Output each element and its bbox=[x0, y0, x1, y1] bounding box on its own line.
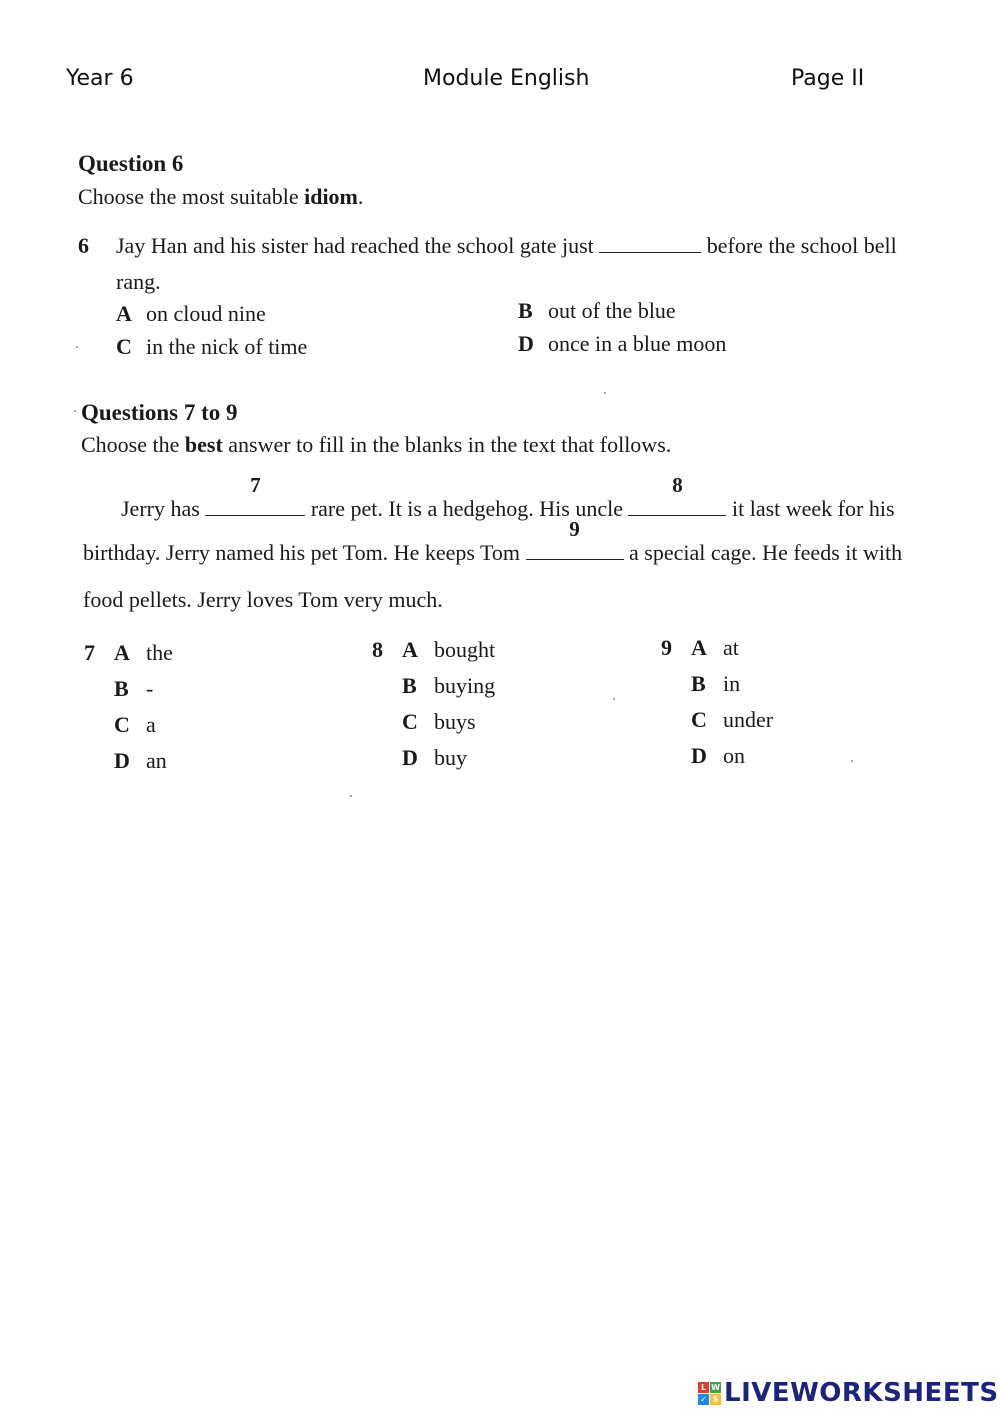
passage-line-1 bbox=[121, 473, 895, 522]
option-letter: D bbox=[518, 331, 534, 356]
logo-square: ✓ bbox=[698, 1394, 709, 1405]
logo-square: S bbox=[710, 1394, 721, 1405]
scan-speck bbox=[851, 760, 853, 762]
option-7B[interactable] bbox=[84, 671, 173, 707]
option-text: once in a blue moon bbox=[548, 331, 727, 356]
option-text: under bbox=[723, 707, 774, 732]
option-text: in the nick of time bbox=[146, 334, 308, 359]
instruction-bold: best bbox=[184, 432, 223, 457]
option-7A[interactable] bbox=[84, 635, 173, 671]
option-text: on bbox=[723, 743, 745, 768]
option-letter: B bbox=[402, 673, 417, 698]
blank-8[interactable] bbox=[628, 473, 726, 516]
option-letter: A bbox=[691, 635, 707, 660]
instruction-text: Choose the bbox=[81, 432, 185, 457]
option-text: a bbox=[146, 712, 156, 737]
option-text: - bbox=[146, 676, 154, 701]
option-letter: A bbox=[116, 301, 132, 326]
passage-text: a special cage. He feeds it with bbox=[629, 540, 903, 565]
header-page: Page II bbox=[791, 66, 865, 91]
blank-7[interactable] bbox=[205, 473, 305, 516]
option-letter: B bbox=[114, 676, 129, 701]
header-module: Module English bbox=[423, 66, 590, 91]
question-number: 7 bbox=[84, 640, 95, 665]
option-text: in bbox=[723, 671, 741, 696]
questions-7-9-instruction bbox=[81, 432, 671, 458]
questions-7-9-title: Questions 7 to 9 bbox=[81, 400, 238, 425]
option-text: buy bbox=[434, 745, 467, 770]
scan-speck bbox=[613, 698, 615, 700]
option-letter: C bbox=[691, 707, 707, 732]
logo-square: W bbox=[711, 1382, 720, 1392]
passage-text: birthday. Jerry named his pet Tom. He keeps Tom bbox=[83, 540, 521, 565]
question-number: 9 bbox=[661, 635, 672, 660]
answer-group-9 bbox=[661, 630, 773, 774]
passage-text: it last week for his bbox=[731, 496, 895, 521]
blank-number: 7 bbox=[250, 473, 261, 497]
answer-group-8 bbox=[372, 632, 495, 776]
blank-number: 9 bbox=[569, 517, 580, 541]
option-9A[interactable] bbox=[661, 630, 773, 666]
option-8C[interactable] bbox=[372, 704, 495, 740]
scan-speck bbox=[74, 410, 76, 412]
passage-line-3: food pellets. Jerry loves Tom very much. bbox=[83, 587, 443, 612]
option-9D[interactable] bbox=[661, 738, 773, 774]
passage-text: rare pet. It is a hedgehog. His uncle bbox=[310, 496, 623, 521]
question-6-stem-line2: rang. bbox=[116, 269, 161, 294]
option-text: out of the blue bbox=[548, 298, 676, 323]
option-text: on cloud nine bbox=[146, 301, 266, 326]
option-letter: D bbox=[114, 748, 130, 773]
option-9B[interactable] bbox=[661, 666, 773, 702]
option-text: bought bbox=[434, 637, 496, 662]
stem-text: Jay Han and his sister had reached the school gate just bbox=[116, 233, 594, 258]
liveworksheets-brand: LIVEWORKSHEETS bbox=[724, 1378, 999, 1408]
option-9C[interactable] bbox=[661, 702, 773, 738]
logo-square: L bbox=[698, 1382, 709, 1393]
option-text: buying bbox=[434, 673, 496, 698]
liveworksheets-logo bbox=[698, 1378, 999, 1408]
blank-9[interactable] bbox=[526, 517, 624, 560]
option-8A[interactable] bbox=[372, 632, 495, 668]
answer-blank[interactable] bbox=[599, 234, 701, 253]
scan-speck bbox=[350, 795, 352, 797]
option-7D[interactable] bbox=[84, 743, 173, 779]
question-6-stem bbox=[78, 233, 897, 259]
option-letter: C bbox=[402, 709, 418, 734]
question-6-title: Question 6 bbox=[78, 151, 184, 176]
option-7C[interactable] bbox=[84, 707, 173, 743]
option-text: buys bbox=[434, 709, 476, 734]
option-8D[interactable] bbox=[372, 740, 495, 776]
option-text: the bbox=[146, 640, 173, 665]
option-6C[interactable] bbox=[116, 334, 307, 360]
option-8B[interactable] bbox=[372, 668, 495, 704]
option-6A[interactable] bbox=[116, 301, 266, 327]
option-letter: C bbox=[116, 334, 132, 359]
header-year: Year 6 bbox=[66, 66, 134, 91]
option-letter: D bbox=[402, 745, 418, 770]
answer-group-7 bbox=[84, 635, 173, 779]
option-letter: A bbox=[402, 637, 418, 662]
passage-line-2 bbox=[83, 517, 903, 566]
liveworksheets-logo-icon bbox=[698, 1382, 721, 1405]
option-text: an bbox=[146, 748, 167, 773]
scan-speck bbox=[604, 392, 606, 394]
question-number: 8 bbox=[372, 637, 383, 662]
option-letter: C bbox=[114, 712, 130, 737]
instruction-text: answer to fill in the blanks in the text that follows. bbox=[222, 432, 672, 457]
passage-text: Jerry has bbox=[121, 496, 200, 521]
instruction-text: Choose the most suitable bbox=[78, 184, 305, 209]
option-letter: B bbox=[691, 671, 706, 696]
option-text: at bbox=[723, 635, 739, 660]
instruction-text: . bbox=[357, 184, 364, 209]
question-number: 6 bbox=[78, 233, 89, 258]
question-6-instruction bbox=[78, 184, 363, 210]
option-6B[interactable] bbox=[518, 298, 676, 324]
scan-speck bbox=[76, 346, 78, 348]
stem-text: before the school bell bbox=[706, 233, 897, 258]
option-6D[interactable] bbox=[518, 331, 726, 357]
blank-number: 8 bbox=[672, 473, 683, 497]
instruction-bold: idiom bbox=[304, 184, 358, 209]
option-letter: A bbox=[114, 640, 130, 665]
option-letter: D bbox=[691, 743, 707, 768]
option-letter: B bbox=[518, 298, 533, 323]
